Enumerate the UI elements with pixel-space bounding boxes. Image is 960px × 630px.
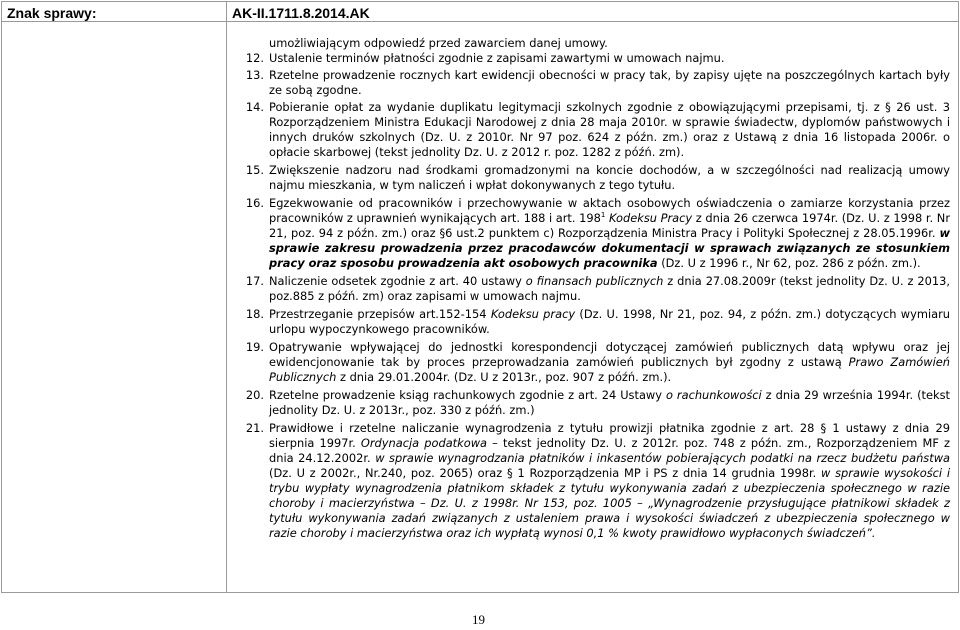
left-blank-cell bbox=[2, 22, 227, 593]
continuation-line: umożliwiającym odpowiedź przed zawarciem danej umowy. bbox=[269, 36, 608, 50]
list-item: 13. Rzetelne prowadzenie rocznych kart ewidencji obecności w pracy tak, by zapisy ujęte na poszczególnych kartach były ze sobą zgodne. bbox=[245, 68, 950, 97]
list-item: 18. Przestrzeganie przepisów art.152-154 Kodeksu pracy (Dz. U. 1998, Nr 21, poz. 94, z późn. zm.) dotyczących wymiaru urlopu wypoczynkowego pracowników. bbox=[245, 307, 951, 336]
case-label: Znak sprawy: bbox=[2, 2, 227, 22]
list-item: 14. Pobieranie opłat za wydanie duplikatu legitymacji szkolnych zgodnie z obowiązującymi przepisami, tj. z § 26 ust. 3 Rozporządzeniem Ministra Edukacji Narodowej z dnia 28 maja 2010r. w sprawie świadectw, dyplomów państwowych i innych druków szkolnych (Dz. U. z 2010r. Nr 97 poz. 624 z późn. zm.) oraz z Ustawą z dnia 16 listopada 2006r. o opłacie skarbowej (tekst jednolity Dz. U. z 2012 r. poz. 1282 z późń. zm). bbox=[245, 100, 950, 159]
case-number: AK-II.1711.8.2014.AK bbox=[227, 2, 959, 22]
list-item: 19. Opatrywanie wpływającej do jednostki korespondencji dotyczącej zamówień publicznych datą wpływu oraz jej ewidencjonowanie tak by proces przeprowadzania zamówień publicznych był zgodny z ustawą Prawo Zamówień Publicznych z dnia 29.01.2004r. (Dz. U z 2013r., poz. 907 z późń. zm.). bbox=[245, 340, 950, 384]
list-item: 20. Rzetelne prowadzenie ksiąg rachunkowych zgodnie z art. 24 Ustawy o rachunkowości z dnia 29 września 1994r. (tekst jednolity Dz. U. z 2013r., poz. 330 z późń. zm.) bbox=[245, 388, 950, 417]
list-item: 12. Ustalenie terminów płatności zgodnie z zapisami zawartymi w umowach najmu. bbox=[245, 51, 725, 65]
page-number: 19 bbox=[472, 612, 485, 627]
list-item: 16. Egzekwowanie od pracowników i przechowywanie w aktach osobowych oświadczenia o zamiarze korzystania przez pracowników z uprawnień wynikających art. 188 i art. $198^1$ Kodeksu Pracy z dnia 26 czerwca 1974r. (Dz. U. z 1998 r. Nr 21, poz. 94 z późn. zm.) oraz §6 ust.2 punktem c) Rozporządzenia Ministra Pracy i Polityki Społecznej z 28.05.1996r. w sprawie zakresu prowadzenia przez pracodawców dokumentacji w sprawach związanych ze stosunkiem pracy oraz sposobu prowadzenia akt osobowych pracownika (Dz. U z 1996 r., Nr 62, poz. 286 z późn. zm.). bbox=[245, 196, 951, 270]
list-item: 21. Prawidłowe i rzetelne naliczanie wynagrodzenia z tytułu prowizji płatnika zgodnie z art. 28 § 1 ustawy z dnia 29 sierpnia 1997r. Ordynacja podatkowa – tekst jednolity Dz. U. z 2012r. poz. 748 z późn. zm., Rozporządzeniem MF z dnia 24.12.2002r. w sprawie wynagrodzania płatników i inkasentów pobierających podatki na rzecz budżetu państwa (Dz. U z 2002r., Nr.240, poz. 2065) oraz § 1 Rozporządzenia MP i PS z dnia 14 grudnia 1998r. w sprawie wysokości i trybu wypłaty wynagrodzenia płatnikom składek z tytułu wykonywania zadań z ubezpieczenia społecznego w razie choroby i macierzyństwa – Dz. U. z 1998r. Nr 153, poz. 1005 – „Wynagrodzenie przysługujące płatnikowi składek z tytułu wykonywania zadań związanych z ustaleniem prawa i wysokości świadczeń z ubezpieczenia społecznego w razie choroby i macierzyństwa oraz ich wypłatą wynosi 0,1 % kwoty prawidłowo wypłaconych świadczeń”. bbox=[245, 421, 950, 540]
content-cell bbox=[227, 22, 959, 593]
list-item: 15. Zwiększenie nadzoru nad środkami gromadzonymi na koncie dochodów, a w szczególności nad realizacją umowy najmu mieszkania, w tym naliczeń i wpłat dokonywanych z tego tytułu. bbox=[245, 163, 950, 192]
document-table bbox=[1, 1, 959, 593]
list-item: 17. Naliczenie odsetek zgodnie z art. 40 ustawy o finansach publicznych z dnia 27.08.2009r (tekst jednolity Dz. U. z 2013, poz.885 z późń. zm) oraz zapisami w umowach najmu. bbox=[245, 274, 950, 303]
